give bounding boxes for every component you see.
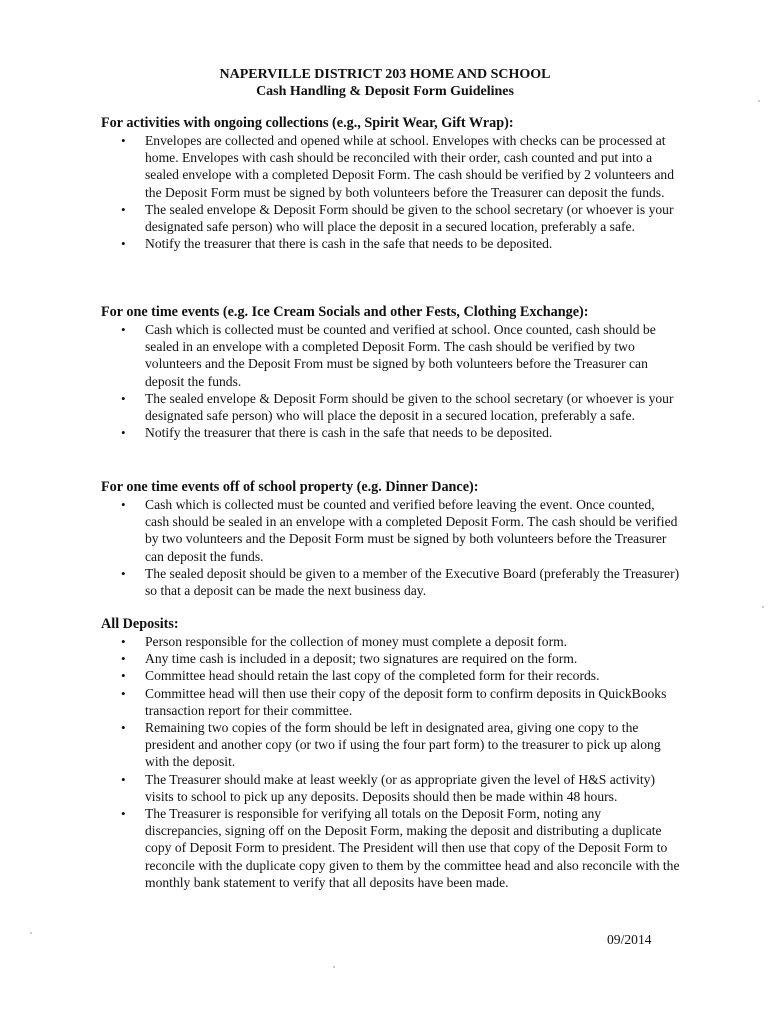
list-item: • The sealed deposit should be given to a member of the Executive Board (preferably the Treasurer) so that a deposit can be made the next business day. <box>121 565 680 599</box>
bullet-icon: • <box>121 771 126 787</box>
scan-speck <box>333 966 335 968</box>
list-item: • Notify the treasurer that there is cash in the safe that needs to be deposited. <box>121 425 553 441</box>
bullet-icon: • <box>121 390 126 406</box>
bullet-icon: • <box>121 651 126 667</box>
bullet-list <box>101 132 681 252</box>
bullet-icon: • <box>121 806 126 822</box>
list-item: • The Treasurer should make at least weekly (or as appropriate given the level of H&S activity) visits to school to pick up any deposits. Deposits should then be made within 48 hours. <box>121 771 655 804</box>
scan-speck <box>30 932 32 934</box>
bullet-icon: • <box>121 425 126 441</box>
bullet-icon: • <box>121 236 126 252</box>
section-one-time-events <box>101 304 681 441</box>
list-item: • Person responsible for the collection of money must complete a deposit form. <box>121 634 568 649</box>
list-item: • Envelopes are collected and opened while at school. Envelopes with checks can be processed at home. Envelopes with cash should be reconciled with their order, cash counted and put into a sealed envelope with a completed Deposit Form. The cash should be verified by 2 volunteers and the Deposit Form must be signed by both volunteers before the Treasurer can deposit the funds. <box>121 133 675 200</box>
bullet-icon: • <box>121 201 126 217</box>
list-item: • The sealed envelope & Deposit Form should be given to the school secretary (or whoever is your designated safe person) who will place the deposit in a secured location, preferably a safe. <box>121 201 674 235</box>
list-item: • The sealed envelope & Deposit Form should be given to the school secretary (or whoever is your designated safe person) who will place the deposit in a secured location, preferably a safe. <box>121 390 674 424</box>
header-organization: NAPERVILLE DISTRICT 203 HOME AND SCHOOL <box>219 67 551 82</box>
list-item: • Remaining two copies of the form should be left in designated area, giving one copy to the president and another copy (or two if using the four part form) to the treasurer to pick up along with the deposit. <box>121 720 661 770</box>
section-ongoing-collections <box>101 115 681 252</box>
scan-speck <box>758 100 760 102</box>
scan-speck <box>762 606 764 608</box>
bullet-list <box>101 496 681 599</box>
list-item: • Any time cash is included in a deposit; two signatures are required on the form. <box>121 651 578 667</box>
list-item: • Notify the treasurer that there is cash in the safe that needs to be deposited. <box>121 236 553 252</box>
revision-date: 09/2014 <box>607 932 652 947</box>
bullet-icon: • <box>121 565 126 581</box>
list-item: • Cash which is collected must be counted and verified before leaving the event. Once counted, cash should be sealed in an envelope with a completed Deposit Form. The cash should be verified by two volunteers and the Deposit Form must be signed by both volunteers before the Treasurer can deposit the funds. <box>121 497 678 564</box>
section-all-deposits <box>101 616 681 891</box>
bullet-icon: • <box>121 322 126 337</box>
section-heading: For one time events off of school property (e.g. Dinner Dance): <box>101 479 479 495</box>
bullet-icon: • <box>121 634 126 649</box>
bullet-list <box>101 321 681 441</box>
bullet-icon: • <box>121 497 126 512</box>
section-heading: For one time events (e.g. Ice Cream Socials and other Fests, Clothing Exchange): <box>101 304 589 320</box>
list-item: • Committee head will then use their copy of the deposit form to confirm deposits in QuickBooks transaction report for their committee. <box>121 685 667 718</box>
header-title: Cash Handling & Deposit Form Guidelines <box>256 84 514 99</box>
bullet-list <box>101 633 681 891</box>
bullet-icon: • <box>121 133 126 148</box>
list-item: • Committee head should retain the last copy of the completed form for their records. <box>121 668 600 684</box>
section-heading: For activities with ongoing collections (e.g., Spirit Wear, Gift Wrap): <box>101 115 514 131</box>
section-heading: All Deposits: <box>101 616 179 632</box>
section-off-property-events <box>101 479 681 599</box>
bullet-icon: • <box>121 668 126 684</box>
list-item: • Cash which is collected must be counted and verified at school. Once counted, cash should be sealed in an envelope with a completed Deposit Form. The cash should be verified by two volunteers and the Deposit From must be signed by both volunteers before the Treasurer can deposit the funds. <box>121 322 656 389</box>
bullet-icon: • <box>121 685 126 701</box>
bullet-icon: • <box>121 720 126 736</box>
list-item: • The Treasurer is responsible for verifying all totals on the Deposit Form, noting any discrepancies, signing off on the Deposit Form, making the deposit and distributing a duplicate copy of Deposit Form to president. The President will then use that copy of the Deposit Form to reconcile with the duplicate copy given to them by the committee head and also reconcile with the monthly bank statement to verify that all deposits have been made. <box>121 806 680 890</box>
